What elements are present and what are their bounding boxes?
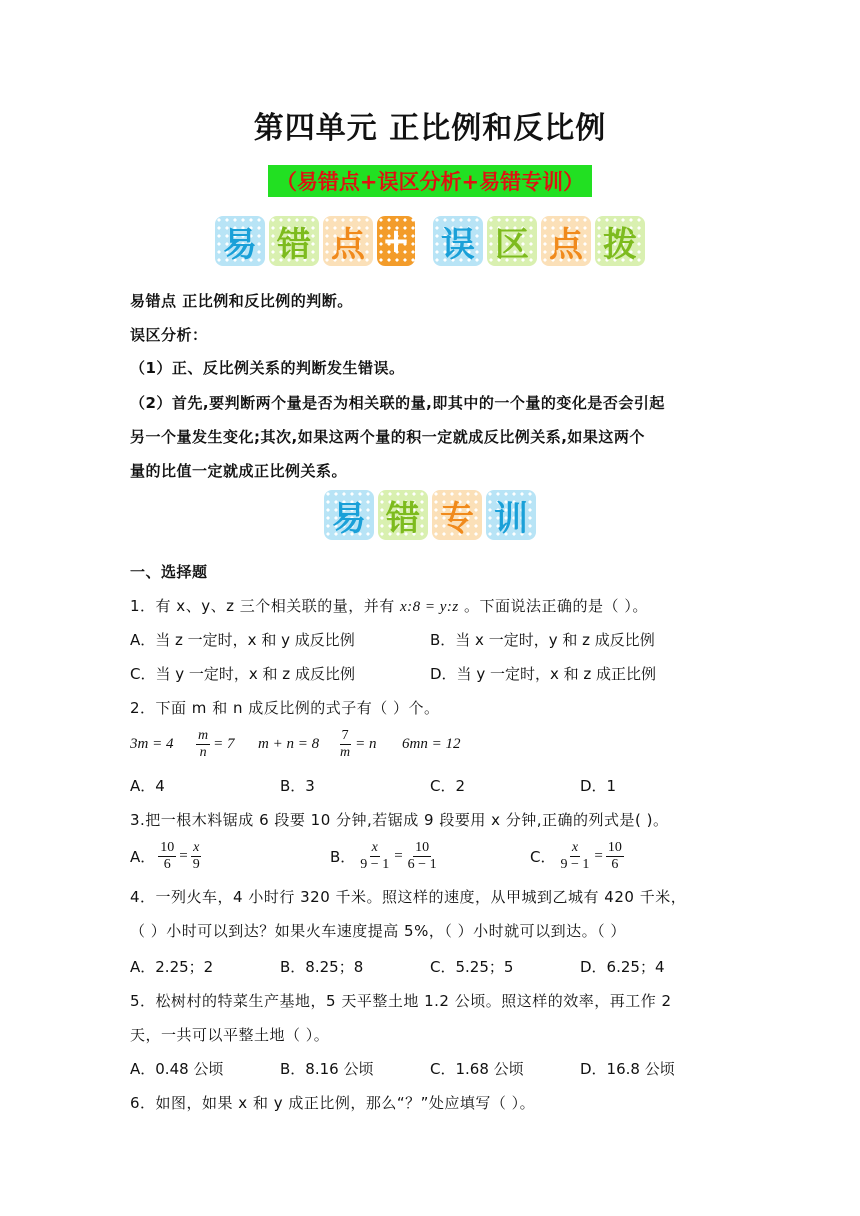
banner-tile: 训 [486,490,536,540]
q2-fraction-4 [338,728,352,761]
section-heading: 一、选择题 [130,563,208,581]
q2-option-a: A．4 [130,777,165,795]
question-4-line-1: 4．一列火车，4 小时行 320 千米。照这样的速度，从甲城到乙城有 420 千米， [130,888,687,906]
frac-num: x [371,840,378,855]
q4-option-c: C．5.25；5 [430,958,514,976]
question-4-line-2: （ ）小时可以到达？如果火车速度提高 5%，（ ）小时就可以到达。（ ） [130,922,626,940]
banner-tile: 专 [432,490,482,540]
page-title: 第四单元 正比例和反比例 [253,111,607,146]
question-6-stem: 6．如图，如果 x 和 y 成正比例，那么“？”处应填写（ ）。 [130,1094,536,1112]
fraction [558,840,591,873]
q2-rhs-2: = 7 [213,736,235,752]
page-subtitle: （易错点+误区分析+易错专训） [268,165,592,197]
q5-option-b: B．8.16 公顷 [280,1060,374,1078]
banner-gap [419,216,429,266]
question-2-stem: 2．下面 m 和 n 成反比例的式子有（ ）个。 [130,699,440,717]
banner-error-training [0,490,860,540]
frac-den: 9 [192,857,200,872]
subtitle-wrap [0,165,860,197]
banner-tile: 点 [541,216,591,266]
fraction [191,840,202,873]
analysis-item-2-line-2: 另一个量发生变化;其次,如果这两个量的积一定就成反比例关系,如果这两个 [130,428,645,446]
q2-expression-2 [196,728,235,761]
fraction [406,840,439,873]
fraction [358,840,391,873]
banner-tile: 易 [215,216,265,266]
banner-tile: 点 [323,216,373,266]
analysis-label: 误区分析： [130,326,208,344]
q2-expression-5: 6mn = 12 [402,736,461,752]
error-point-heading: 易错点 正比例和反比例的判断。 [130,292,353,310]
q1-option-a: A．当 z 一定时，x 和 y 成反比例 [130,631,355,649]
frac-den: 6 [163,857,171,872]
banner-tile: 区 [487,216,537,266]
question-3-stem: 3.把一根木料锯成 6 段要 10 分钟,若锯成 9 段要用 x 分钟,正确的列式是( )。 [130,811,669,829]
banner-error-points [0,216,860,266]
q5-option-d: D．16.8 公顷 [580,1060,675,1078]
fraction [158,840,176,873]
q2-expression-3: m + n = 8 [258,736,320,752]
banner-tile: 误 [433,216,483,266]
banner-tile: 错 [269,216,319,266]
q2-option-c: C．2 [430,777,466,795]
analysis-item-1: （1）正、反比例关系的判断发生错误。 [130,359,405,377]
q2-option-b: B．3 [280,777,315,795]
q5-option-c: C．1.68 公顷 [430,1060,524,1078]
q1-option-b: B．当 x 一定时，y 和 z 成反比例 [430,631,655,649]
option-label: B． [330,848,356,866]
q5-option-a: A．0.48 公顷 [130,1060,224,1078]
q2-option-d: D．1 [580,777,617,795]
frac-num: x [193,840,200,855]
option-label: A． [130,848,156,866]
q2-expression-4 [338,728,377,761]
q3-option-b: B． $\frac{x}{9 - 1}$ = $\frac{10}{6 - 1}$ [330,840,437,872]
q1-option-c: C．当 y 一定时，x 和 z 成反比例 [130,665,355,683]
frac-den: 6 [611,857,619,872]
q1-option-d: D．当 y 一定时，x 和 z 成正比例 [430,665,657,683]
frac-den: 9 − 1 [360,857,390,872]
q2-rhs-4: = n [355,736,377,752]
question-5-line-2: 天，一共可以平整土地（ ）。 [130,1026,330,1044]
frac-den: n [199,745,207,760]
q2-expression-1: 3m = 4 [130,736,174,752]
frac-num: x [571,840,579,855]
q1-equation: x:8 = y:z [400,599,459,615]
option-label: C． [530,848,556,866]
frac-num: 10 [607,840,622,855]
q4-option-d: D．6.25；4 [580,958,665,976]
frac-num: 7 [341,728,349,743]
q1-stem-b: 。下面说法正确的是（ ）。 [464,597,648,615]
question-5-line-1: 5．松树村的特菜生产基地，5 天平整土地 1.2 公顷。照这样的效率，再工作 2 [130,992,672,1010]
q1-stem-a: 1．有 x、y、z 三个相关联的量，并有 [130,597,395,615]
fraction [606,840,624,873]
q3-option-c: C． $\frac{x}{9 - 1}$ = $\frac{10}{6}$ [530,840,622,872]
analysis-item-2-line-1: （2）首先,要判断两个量是否为相关联的量,即其中的一个量的变化是否会引起 [130,394,665,412]
banner-tile: 拨 [595,216,645,266]
q4-option-a: A．2.25；2 [130,958,214,976]
frac-den: 9 − 1 [560,857,590,872]
frac-num: m [198,728,209,743]
q2-fraction-2 [196,728,210,761]
banner-tile: + [377,216,415,266]
q4-option-b: B．8.25；8 [280,958,364,976]
frac-num: 10 [415,840,430,855]
q3-option-a: A． $\frac{10}{6}$ = $\frac{x}{9}$ [130,840,200,872]
banner-tile: 错 [378,490,428,540]
frac-den: 6 − 1 [407,857,437,872]
banner-tile: 易 [324,490,374,540]
frac-den: m [340,745,351,760]
analysis-item-2-line-3: 量的比值一定就成正比例关系。 [130,462,348,480]
question-1-stem [130,595,648,616]
frac-num: 10 [160,840,175,855]
